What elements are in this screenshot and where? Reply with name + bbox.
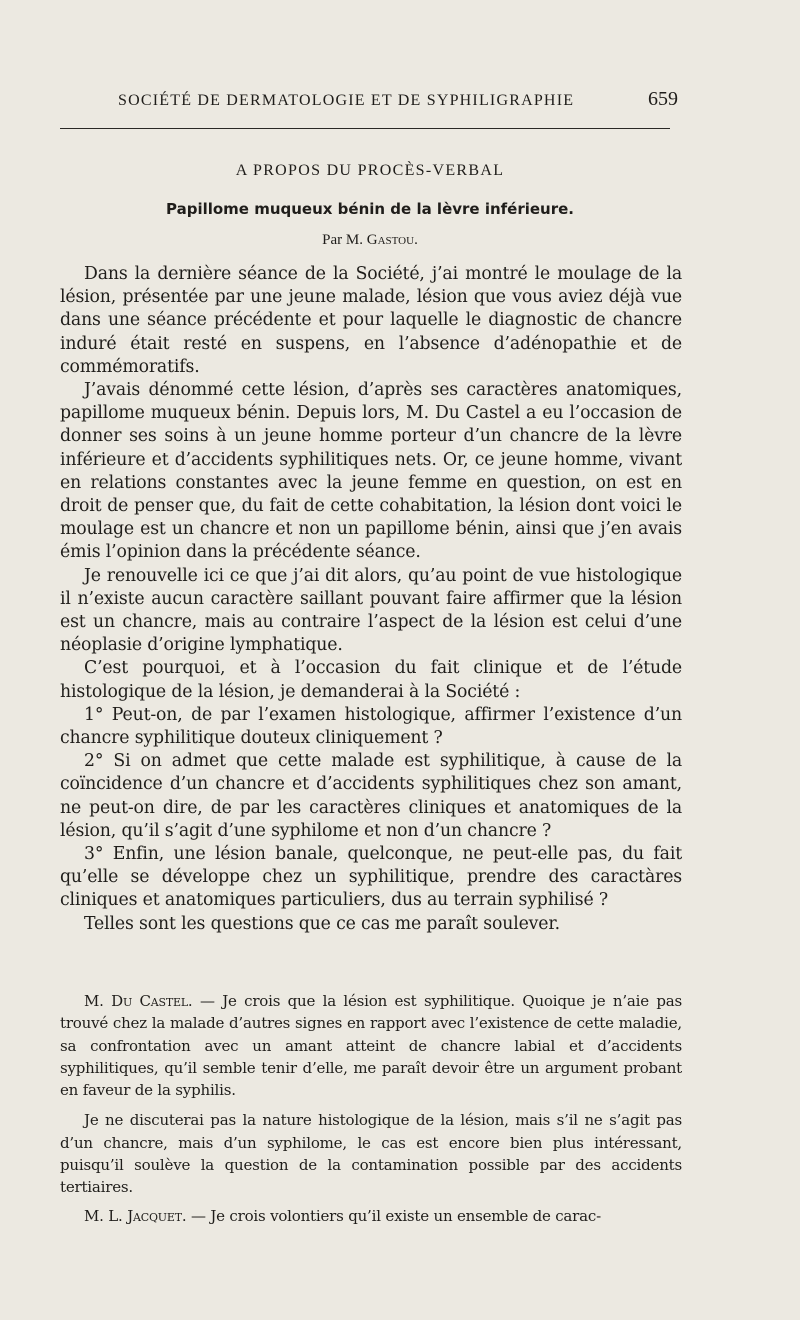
speaker-name: Jacquet.: [127, 1207, 187, 1225]
body-paragraph: Telles sont les questions que ce cas me paraît soulever.: [84, 913, 560, 934]
body-paragraph: Dans la dernière séance de la Société, j’ai montré le moulage de la lésion, présentée par une jeune malade, lésion que vous aviez déjà vue dans une séance précédente et pour laquelle le diagnostic de chancre induré était resté en suspens, en l’absence d’adénopathie et de commémoratifs.: [60, 264, 682, 377]
discussion-paragraph: [60, 990, 682, 1101]
speaker-name: Du Castel.: [111, 992, 193, 1010]
discussion-paragraph: Je ne discuterai pas la nature histologique de la lésion, mais s’il ne s’agit pas d’un chancre, mais d’un syphilome, le cas est encore bien plus intéressant, puisqu’il soulève la question de la contamination possible par des accidents tertiaires.: [60, 1111, 682, 1197]
discussion-paragraph: [60, 1205, 682, 1227]
running-title: SOCIÉTÉ DE DERMATOLOGIE ET DE SYPHILIGRAPHIE: [118, 92, 575, 109]
discussion-jacquet: [60, 1205, 682, 1235]
discussion-text: — Je crois que la lésion est syphilitique. Quoique je n’aie pas trouvé chez la malade d’autres signes en rapport avec l’existence de cette maladie, sa confrontation avec un amant atteint de chancre labial et d’accidents syphilitiques, qu’il semble tenir d’elle, me paraît devoir être un argument probant en faveur de la syphilis.: [60, 992, 682, 1100]
body-paragraph: Je renouvelle ici ce que j’ai dit alors, qu’au point de vue histologique il n’existe aucun caractère saillant pouvant faire affirmer que la lésion est un chancre, mais au contraire l’aspect de la lésion est celui d’une néoplasie d’origine lymphatique.: [60, 565, 682, 656]
speaker-prefix: M. L.: [84, 1207, 128, 1225]
question-2: 2° Si on admet que cette malade est syphilitique, à cause de la coïncidence d’un chancre et d’accidents syphilitiques chez son amant, ne peut-on dire, de par les caractères cliniques et anatomiques de la lésion, qu’il s’agit d’une syphilome et non d’un chancre ?: [60, 751, 682, 841]
article-title: Papillome muqueux bénin de la lèvre inférieure.: [166, 200, 574, 218]
section-heading: A PROPOS DU PROCÈS-VERBAL: [235, 162, 505, 179]
question-3: 3° Enfin, une lésion banale, quelconque, ne peut-elle pas, du fait qu’elle se développe chez un syphilitique, prendre des caractàres cliniques et anatomiques particuliers, dus au terrain syphilisé ?: [60, 844, 682, 911]
body-paragraph: C’est pourquoi, et à l’occasion du fait clinique et de l’étude histologique de la lésion, je demanderai à la Société :: [60, 658, 682, 702]
header-rule: [60, 128, 670, 129]
byline-author: Gastou.: [366, 232, 418, 248]
byline-prefix: Par M.: [322, 232, 367, 248]
discussion-text: — Je crois volontiers qu’il existe un ensemble de carac-: [186, 1207, 601, 1225]
body-paragraph: J’avais dénommé cette lésion, d’après ses caractères anatomiques, papillome muqueux bénin. Depuis lors, M. Du Castel a eu l’occasion de donner ses soins à un jeune homme porteur d’un chancre de la lèvre inférieure et d’accidents syphilitiques nets. Or, ce jeune homme, vivant en relations constantes avec la jeune femme en question, on est en droit de penser que, du fait de cette cohabitation, la lésion dont voici le moulage est un chancre et non un papillome bénin, ainsi que j’en avais émis l’opinion dans la précédente séance.: [60, 380, 682, 563]
discussion-du-castel: [60, 990, 682, 1207]
speaker-prefix: M.: [84, 992, 112, 1010]
article-body: [60, 263, 682, 936]
question-1: 1° Peut-on, de par l’examen histologique, affirmer l’existence d’un chancre syphilitique douteux cliniquement ?: [60, 704, 682, 749]
page-number: 659: [648, 88, 678, 110]
byline: [60, 232, 680, 249]
